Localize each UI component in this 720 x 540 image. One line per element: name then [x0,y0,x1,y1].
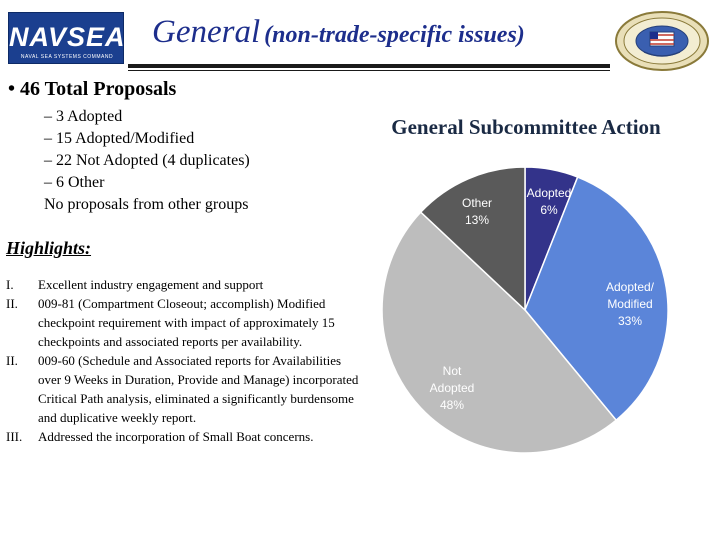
list-item-text: 009-60 (Schedule and Associated reports for Availabilities over 9 Weeks in Duration, Provide and Manage) incorporated Critical Path analysis, eliminated a significantly burdensome and duplicative weekly report. [38,353,359,425]
list-item-text: Addressed the incorporation of Small Boat concerns. [38,429,314,444]
list-item-number: II. [6,296,18,311]
list-item: – 6 Other [44,174,105,191]
list-item-number: II. [6,353,18,368]
list-item: – 3 Adopted [44,108,123,125]
pie-label-adopted-modified: Adopted/ Modified 33% [605,280,655,328]
pie-label-not-adopted: Not Adopted 48% [429,364,475,412]
list-item: – 15 Adopted/Modified [44,130,195,147]
list-item-text: Excellent industry engagement and support [38,277,264,292]
navsea-logo-subtext: NAVAL SEA SYSTEMS COMMAND [20,54,114,60]
list-item-number: III. [6,429,23,444]
list-item-number: I. [6,277,14,292]
total-proposals-heading: • 46 Total Proposals [8,78,177,100]
list-item-text: 009-81 (Compartment Closeout; accomplish) Modified checkpoint requirement with impact of approximately 15 checkpoints and associated reports per availability. [38,296,335,349]
list-item: No proposals from other groups [44,196,249,213]
pie-label-adopted: Adopted 6% [526,186,572,217]
chart-title: General Subcommittee Action [391,115,661,139]
page-title-main: General [152,14,261,50]
highlights-heading: Highlights: [6,238,92,258]
list-item: – 22 Not Adopted (4 duplicates) [44,152,250,169]
pie-label-other: Other 13% [461,196,493,227]
page-title-subtitle: (non-trade-specific issues) [264,22,525,48]
navsea-logo-text: NAVSEA [9,22,126,52]
